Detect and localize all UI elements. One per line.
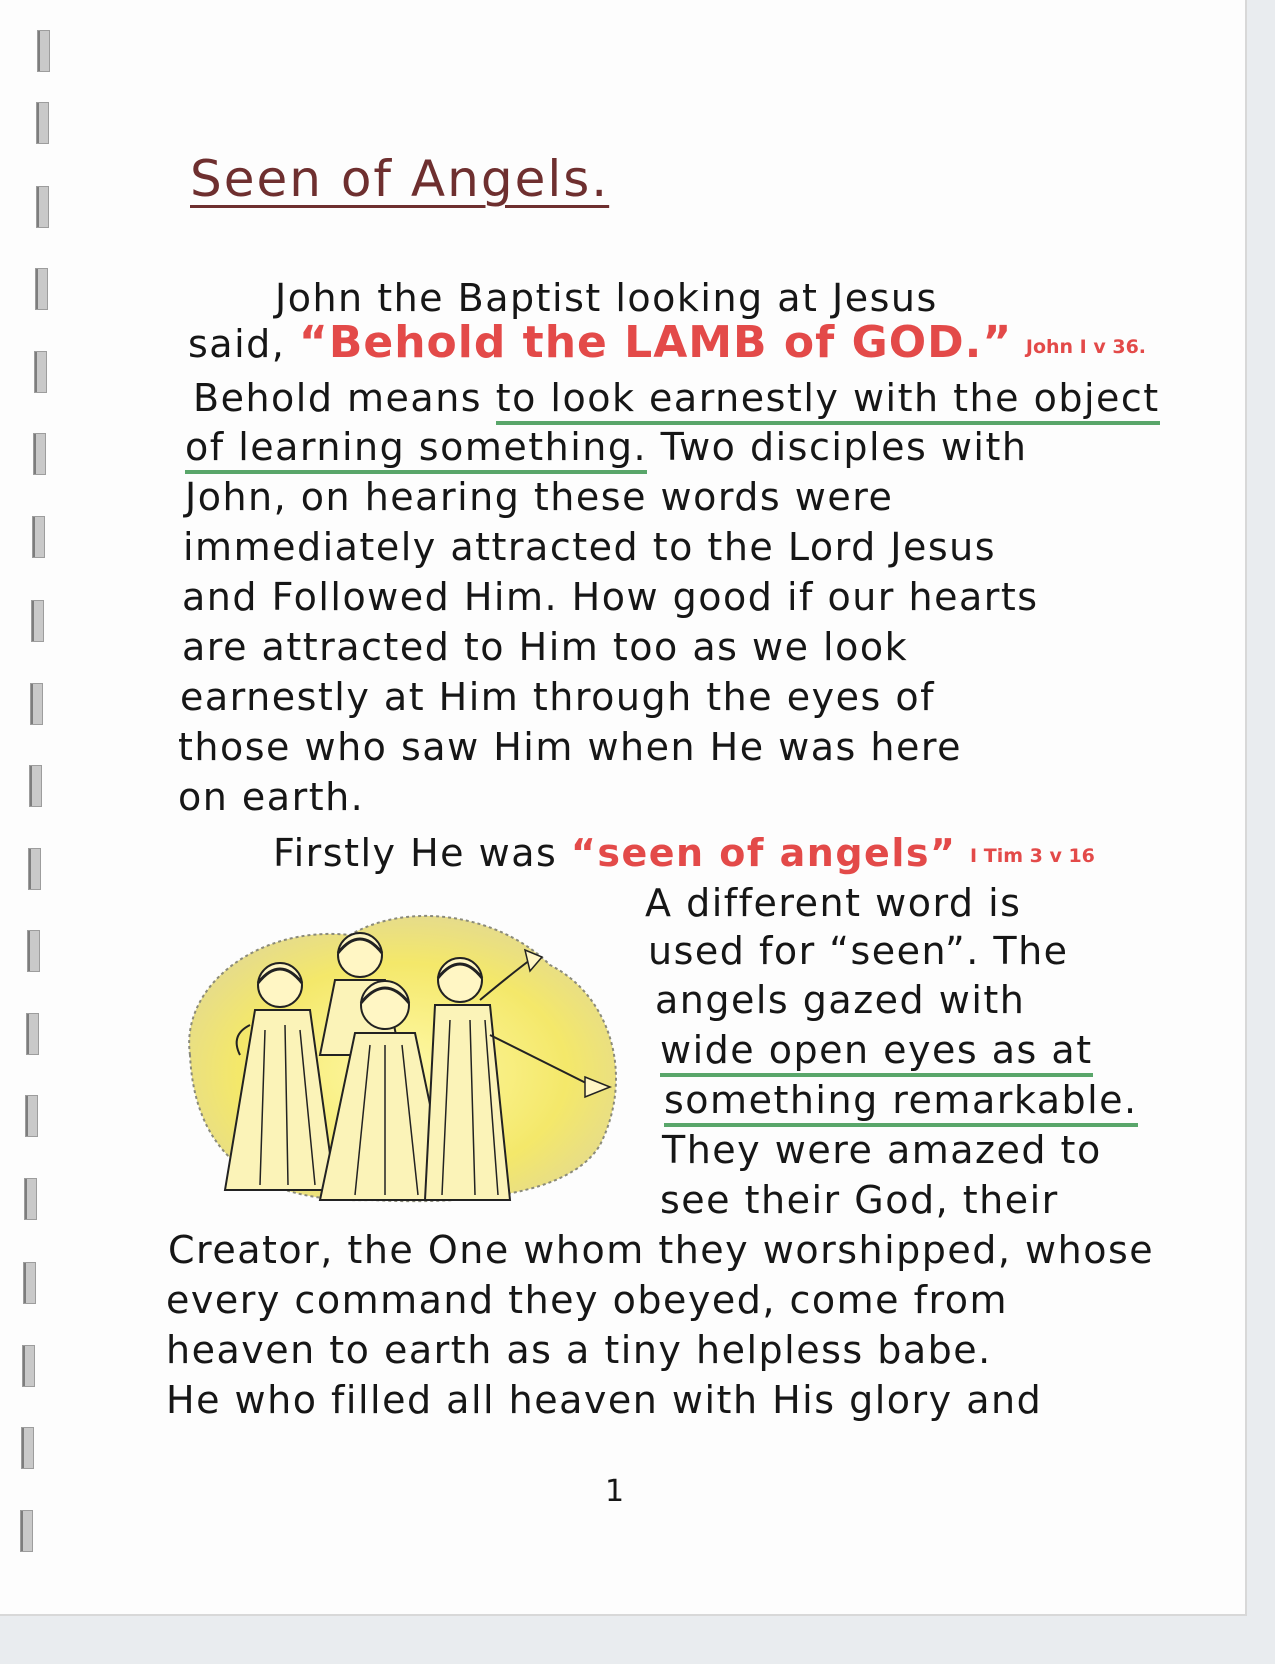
text-line xyxy=(664,1077,1138,1123)
text-line: He who filled all heaven with His glory and xyxy=(166,1378,1043,1422)
text-line: John the Baptist looking at Jesus xyxy=(275,276,938,320)
binding-hole xyxy=(23,1262,36,1304)
text-line xyxy=(185,424,1027,470)
text-line xyxy=(660,1027,1093,1073)
binding-hole xyxy=(25,1095,38,1137)
binding-hole xyxy=(34,351,47,393)
binding-hole xyxy=(24,1178,37,1220)
highlighted-definition: wide open eyes as at xyxy=(660,1028,1093,1077)
angels-illustration xyxy=(170,905,640,1205)
binding-hole xyxy=(33,433,46,475)
binding-hole xyxy=(35,268,48,310)
binding-hole xyxy=(21,1427,34,1469)
binding-hole xyxy=(22,1345,35,1387)
seen-of-angels-quote: “seen of angels” xyxy=(570,831,957,875)
highlighted-definition: something remarkable. xyxy=(664,1078,1138,1127)
binding-hole xyxy=(28,848,41,890)
binding-hole xyxy=(29,765,42,807)
page-number: 1 xyxy=(605,1474,625,1509)
binding-hole xyxy=(20,1510,33,1552)
page-title: Seen of Angels. xyxy=(190,150,610,208)
text-line: those who saw Him when He was here xyxy=(178,725,963,769)
binding-hole xyxy=(26,1013,39,1055)
text-line: angels gazed with xyxy=(655,978,1026,1022)
text-line: used for “seen”. The xyxy=(648,929,1069,973)
scripture-reference: John I v 36. xyxy=(1025,336,1147,358)
highlighted-definition: to look earnestly with the object xyxy=(496,376,1160,425)
binding-hole xyxy=(36,186,49,228)
text-line xyxy=(188,317,1147,370)
text-line: every command they obeyed, come from xyxy=(166,1278,1009,1322)
text-line: heaven to earth as a tiny helpless babe. xyxy=(166,1328,992,1372)
binding-hole xyxy=(32,516,45,558)
text-span: Behold means xyxy=(193,376,496,420)
text-span: Two disciples with xyxy=(647,425,1028,469)
binding-hole xyxy=(37,30,50,72)
binding-hole xyxy=(27,930,40,972)
binding-hole xyxy=(36,102,49,144)
highlighted-definition: of learning something. xyxy=(185,425,647,474)
text-line: see their God, their xyxy=(660,1178,1059,1222)
text-line: on earth. xyxy=(178,775,365,819)
text-span: said, xyxy=(188,322,299,366)
text-line xyxy=(193,375,1160,421)
behold-quote: “Behold the LAMB of GOD.” xyxy=(298,317,1013,368)
text-line: earnestly at Him through the eyes of xyxy=(180,675,935,719)
text-span: Firstly He was xyxy=(273,831,571,875)
text-line: and Followed Him. How good if our hearts xyxy=(182,575,1039,619)
binding-hole xyxy=(31,600,44,642)
text-line: They were amazed to xyxy=(662,1128,1102,1172)
text-line xyxy=(273,830,1095,879)
text-line: Creator, the One whom they worshipped, whose xyxy=(168,1228,1155,1272)
scripture-reference: I Tim 3 v 16 xyxy=(970,845,1095,867)
text-line: A different word is xyxy=(645,881,1022,925)
text-line: John, on hearing these words were xyxy=(185,475,894,519)
text-line: are attracted to Him too as we look xyxy=(182,625,909,669)
binding-hole xyxy=(30,683,43,725)
text-line: immediately attracted to the Lord Jesus xyxy=(183,525,997,569)
